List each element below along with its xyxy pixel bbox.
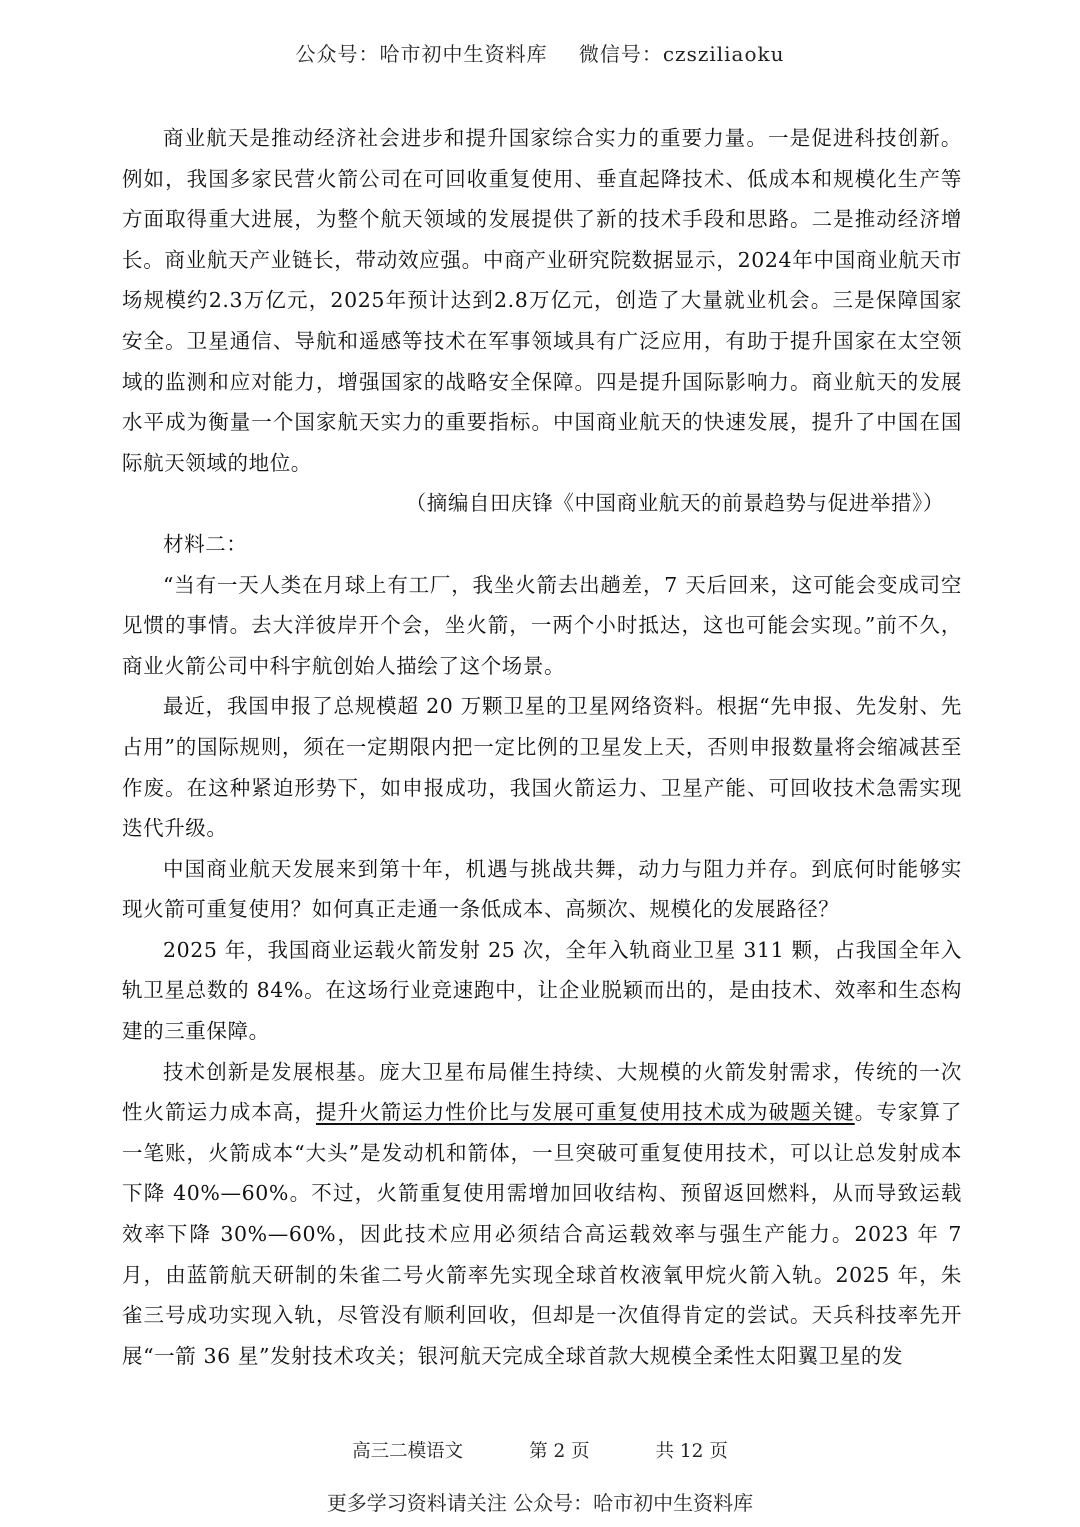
page-header <box>0 38 1080 67</box>
paragraph-5: 2025 年，我国商业运载火箭发射 25 次，全年入轨商业卫星 311 颗，占我国全年入轨卫星总数的 84%。在这场行业竞速跑中，让企业脱颖而出的，是由技术、效率和生态构建的三重保障。 <box>122 937 962 1044</box>
header-account: 公众号：哈市初中生资料库 <box>295 42 548 66</box>
paragraph-1: 商业航天是推动经济社会进步和提升国家综合实力的重要力量。一是促进科技创新。例如，我国多家民营火箭公司在可回收重复使用、垂直起降技术、低成本和规模化生产等方面取得重大进展，为整个航天领域的发展提供了新的技术手段和思路。二是推动经济增长。商业航天产业链长，带动效应强。中商产业研究院数据显示，2024年中国商业航天市场规模约2.3万亿元，2025年预计达到2.8万亿元，创造了大量就业机会。三是保障国家安全。卫星通信、导航和遥感等技术在军事领域具有广泛应用，有助于提升国家在太空领域的监测和应对能力，增强国家的战略安全保障。四是提升国际影响力。商业航天的发展水平成为衡量一个国家航天实力的重要指标。中国商业航天的快速发展，提升了中国在国际航天领域的地位。 <box>122 126 962 475</box>
footer-subject: 高三二模语文 <box>352 1441 464 1462</box>
page-footer <box>0 1437 1080 1463</box>
paragraph-6-start: 技术创新是发展根基。庞大卫星布局催生持续、大规模的火箭发射需求，传统的一次性火箭运力成本高， <box>122 1059 962 1125</box>
footer-total-pages: 共 12 页 <box>655 1441 728 1462</box>
paragraph-3: 最近，我国申报了总规模超 20 万颗卫星的卫星网络资料。根据“先申报、先发射、先占用”的国际规则，须在一定期限内把一定比例的卫星发上天，否则申报数量将会缩减甚至作废。在这种紧迫形势下，如申报成功，我国火箭运力、卫星产能、可回收技术急需实现迭代升级。 <box>122 694 962 841</box>
paragraph-6-rest: 。专家算了一笔账，火箭成本“大头”是发动机和箭体，一旦突破可重复使用技术，可以让总发射成本下降 40%—60%。不过，火箭重复使用需增加回收结构、预留返回燃料，从而导致运载效率下降 30%—60%，因此技术应用必须结合高运载效率与强生产能力。2023 年 7 月，由蓝箭航天研制的朱雀二号火箭率先实现全球首枚液氧甲烷火箭入轨。2025 年，朱雀三号成功实现入轨，尽管没有顺利回收，但却是一次值得肯定的尝试。天兵科技率先开展“一箭 36 星”发射技术攻关；银河航天完成全球首款大规模全柔性太阳翼卫星的发 <box>122 1100 963 1368</box>
paragraph-4: 中国商业航天发展来到第十年，机遇与挑战共舞，动力与阻力并存。到底何时能够实现火箭可重复使用？如何真正走通一条低成本、高频次、规模化的发展路径？ <box>122 856 962 922</box>
material-two-label: 材料二： <box>163 531 248 556</box>
document-body <box>122 118 962 1376</box>
source-citation: （摘编自田庆锋《中国商业航天的前景趋势与促进举措》） <box>405 491 944 516</box>
paragraph-6 <box>122 1052 962 1377</box>
underlined-key-sentence: 提升火箭运力性价比与发展可重复使用技术成为破题关键 <box>315 1100 855 1125</box>
bottom-note: 更多学习资料请关注 公众号：哈市初中生资料库 <box>326 1491 754 1515</box>
footer-page-number: 第 2 页 <box>529 1441 590 1462</box>
paragraph-2: “当有一天人类在月球上有工厂，我坐火箭去出趟差，7 天后回来，这可能会变成司空见惯的事情。去大洋彼岸开个会，坐火箭，一两个小时抵达，这也可能会实现。”前不久，商业火箭公司中科宇航创始人描绘了这个场景。 <box>122 572 962 678</box>
header-wechat: 微信号：czsziliaoku <box>578 42 785 66</box>
